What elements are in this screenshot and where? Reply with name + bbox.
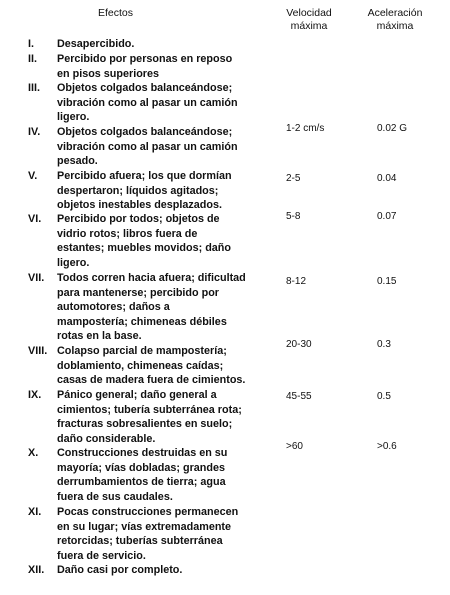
description-line: Percibido por todos; objetos de — [57, 213, 220, 225]
description-line: objetos inestables desplazados. — [57, 199, 223, 212]
description-line: automotores; daños a — [57, 301, 170, 314]
effects-description — [57, 81, 269, 125]
effects-description — [57, 344, 269, 388]
acceleration-value: >0.6 — [377, 441, 397, 452]
effects-description — [57, 125, 269, 169]
description-line: Colapso parcial de mampostería; — [57, 345, 227, 357]
description-line: Objetos colgados balanceándose; — [57, 82, 233, 94]
description-line: estantes; muebles movidos; daño — [57, 242, 231, 255]
description-line: ligero. — [57, 256, 90, 269]
effects-description — [57, 505, 269, 563]
acceleration-value: 0.3 — [377, 339, 391, 350]
description-line: en su lugar; vías extremadamente — [57, 520, 232, 533]
description-line: mayoría; vías dobladas; grandes — [57, 461, 226, 474]
description-line: mampostería; chimeneas débiles — [57, 315, 227, 328]
intensity-number: VIII. — [28, 345, 48, 357]
intensity-number: X. — [28, 447, 39, 459]
effects-description — [57, 446, 269, 504]
effects-description — [57, 388, 269, 446]
header-acceleration: Aceleración máxima — [367, 7, 423, 32]
effects-description — [57, 37, 269, 52]
description-line: derrumbamientos de tierra; agua — [57, 476, 226, 489]
description-line: Percibido afuera; los que dormían — [57, 170, 232, 182]
intensity-number: V. — [28, 170, 38, 182]
description-line: casas de madera fuera de cimientos. — [57, 374, 246, 387]
description-line: rotas en la base. — [57, 330, 142, 343]
acceleration-value: 0.02 G — [377, 123, 408, 134]
intensity-number: VII. — [28, 272, 45, 284]
velocity-value: 45-55 — [286, 391, 312, 402]
intensity-number: II. — [28, 53, 37, 65]
description-line: fracturas sobresalientes en suelo; — [57, 418, 233, 431]
description-line: Desapercibido. — [57, 38, 135, 50]
description-line: retorcidas; tuberías subterránea — [57, 535, 223, 548]
description-line: cimientos; tubería subterránea rota; — [57, 403, 242, 416]
intensity-number: III. — [28, 82, 40, 94]
description-line: ligero. — [57, 111, 90, 124]
description-line: Percibido por personas en reposo — [57, 53, 233, 65]
description-line: vidrio rotos; libros fuera de — [57, 227, 198, 240]
effects-description — [57, 169, 269, 213]
description-line: fuera de servicio. — [57, 549, 146, 562]
description-line: pesado. — [57, 155, 98, 168]
intensity-number: IX. — [28, 389, 42, 401]
description-line: para mantenerse; percibido por — [57, 286, 219, 299]
intensity-number: XII. — [28, 564, 45, 576]
description-line: Todos corren hacia afuera; dificultad — [57, 272, 246, 284]
acceleration-value: 0.07 — [377, 211, 397, 222]
velocity-value: 2-5 — [286, 173, 301, 184]
description-line: despertaron; líquidos agitados; — [57, 184, 219, 197]
description-line: Daño casi por completo. — [57, 564, 183, 576]
description-line: Pánico general; daño general a — [57, 389, 217, 401]
header-effects: Efectos — [98, 7, 134, 19]
effects-description — [57, 212, 269, 270]
velocity-value: >60 — [286, 441, 303, 452]
description-line: vibración como al pasar un camión — [57, 96, 238, 109]
description-line: Objetos colgados balanceándose; — [57, 126, 233, 138]
description-line: fuera de sus caudales. — [57, 490, 173, 503]
effects-description — [57, 52, 269, 81]
description-line: daño considerable. — [57, 432, 156, 445]
effects-description — [57, 563, 269, 578]
intensity-number: IV. — [28, 126, 41, 138]
velocity-value: 20-30 — [286, 339, 312, 350]
description-line: en pisos superiores — [57, 67, 160, 80]
velocity-value: 8-12 — [286, 276, 307, 287]
velocity-value: 1-2 cm/s — [286, 123, 325, 134]
intensity-number: I. — [28, 38, 34, 50]
description-line: Pocas construcciones permanecen — [57, 506, 239, 518]
intensity-number: VI. — [28, 213, 42, 225]
acceleration-value: 0.15 — [377, 276, 397, 287]
description-line: vibración como al pasar un camión — [57, 140, 238, 153]
intensity-number: XI. — [28, 506, 42, 518]
effects-description — [57, 271, 269, 344]
velocity-value: 5-8 — [286, 211, 301, 222]
acceleration-value: 0.04 — [377, 173, 397, 184]
description-line: Construcciones destruidas en su — [57, 447, 228, 459]
header-velocity: Velocidad máxima — [286, 7, 332, 32]
description-line: doblamiento, chimeneas caídas; — [57, 359, 224, 372]
acceleration-value: 0.5 — [377, 391, 391, 402]
